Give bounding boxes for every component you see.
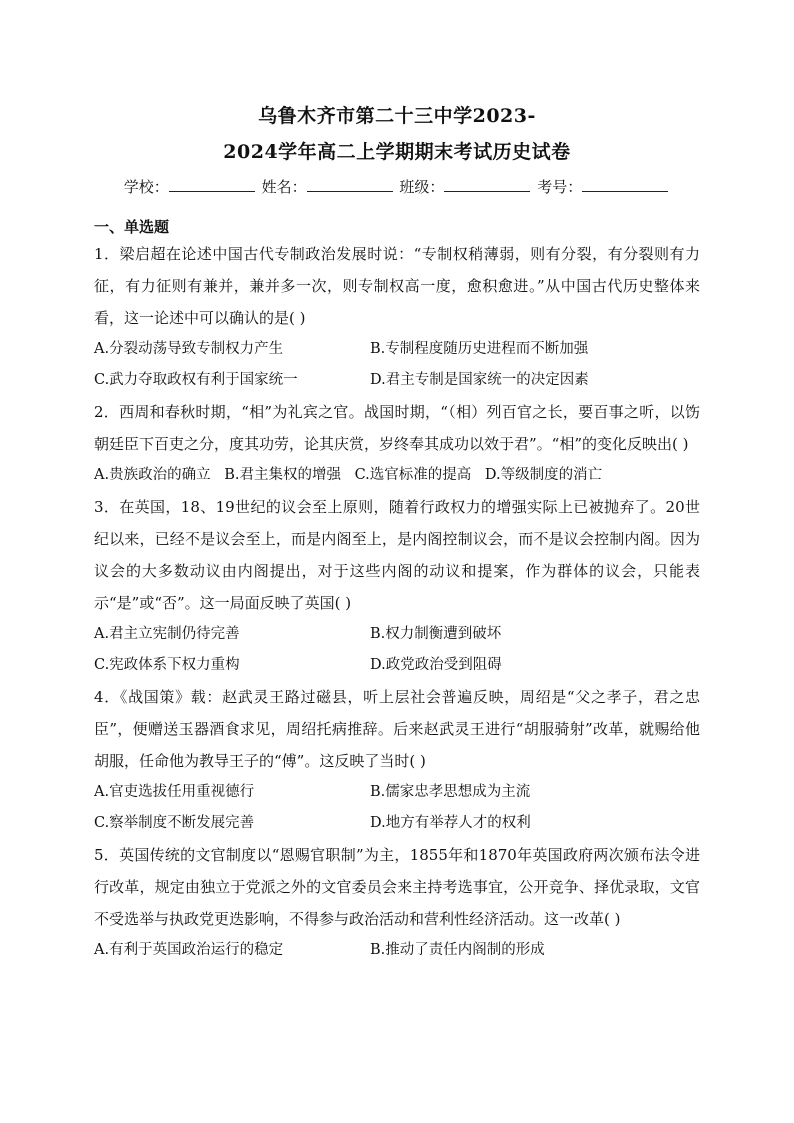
question-3-options (94, 619, 700, 681)
question-2-option-b: B.君主集权的增强 (224, 467, 341, 483)
question-5-options (94, 935, 700, 966)
class-label: 班级： (399, 178, 445, 196)
question-3-stem: 3．在英国，18、19世纪的议会至上原则，随着行政权力的增强实际上已被抛弃了。20世纪以来，已经不是议会至上，而是内阁至上，是内阁控制议会，而不是议会控制内阁。因为议会的大多数动议由内阁提出，对于这些内阁的动议和提案，作为群体的议会，只能表示“是”或“否”。这一局面反映了英国( ) (94, 498, 700, 612)
student-info-line (94, 172, 700, 202)
name-field (262, 172, 395, 202)
name-blank (307, 177, 393, 192)
exam-number-blank (582, 177, 668, 192)
question-4-stem: 4．《战国策》载：赵武灵王路过磁县，听上层社会普遍反映，周绍是“父之孝子，君之忠臣”，便赠送玉器酒食求见，周绍托病推辞。后来赵武灵王进行“胡服骑射”改革，就赐给他胡服，任命他为教导王子的“傅”。这反映了当时( ) (94, 688, 700, 770)
question-5 (94, 839, 700, 966)
school-label: 学校： (123, 178, 169, 196)
school-blank (169, 177, 255, 192)
question-3-option-b: B.权力制衡遭到破坏 (370, 626, 502, 642)
class-blank (444, 177, 530, 192)
exam-number-label: 考号： (537, 178, 583, 196)
question-3-option-c: C.宪政体系下权力重构 (94, 657, 240, 673)
name-label: 姓名： (261, 178, 307, 196)
class-field (399, 172, 532, 202)
question-1-options (94, 334, 700, 396)
question-1-stem: 1．梁启超在论述中国古代专制政治发展时说：“专制权稍薄弱，则有分裂，有分裂则有力征，有力征则有兼并，兼并多一次，则专制权高一度，愈积愈进。”从中国古代历史整体来看，这一论述中可以确认的是( ) (94, 245, 700, 327)
question-1 (94, 238, 700, 396)
question-5-option-a: A.有利于英国政治运行的稳定 (94, 942, 284, 958)
question-2-option-a: A.贵族政治的确立 (94, 467, 211, 483)
question-4-option-c: C.察举制度不断发展完善 (94, 815, 255, 831)
question-2-options (94, 460, 700, 491)
question-5-stem: 5．英国传统的文官制度以“恩赐官职制”为主，1855年和1870年英国政府两次颁布法令进行改革，规定由独立于党派之外的文官委员会来主持考选事宜，公开竞争、择优录取，文官不受选举与执政党更迭影响，不得参与政治活动和营利性经济活动。这一改革( ) (94, 846, 700, 928)
school-field (124, 172, 257, 202)
question-2 (94, 396, 700, 491)
question-3 (94, 491, 700, 681)
question-1-option-a: A.分裂动荡导致专制权力产生 (94, 341, 284, 357)
exam-title-line-2: 2024学年高二上学期期末考试历史试卷 (223, 141, 571, 163)
question-2-option-d: D.等级制度的消亡 (484, 467, 603, 483)
exam-number-field (537, 172, 670, 202)
section-heading: 一、单选题 (94, 218, 170, 236)
question-4-option-d: D.地方有举荐人才的权利 (370, 815, 531, 831)
question-5-option-b: B.推动了责任内阁制的形成 (370, 942, 545, 958)
question-4 (94, 681, 700, 839)
question-4-option-a: A.官吏选拔任用重视德行 (94, 784, 255, 800)
question-2-option-c: C.选官标准的提高 (354, 467, 472, 483)
question-3-option-a: A.君主立宪制仍待完善 (94, 626, 240, 642)
question-3-option-d: D.政党政治受到阻碍 (370, 657, 502, 673)
question-1-option-d: D.君主专制是国家统一的决定因素 (370, 372, 589, 388)
exam-title (94, 98, 700, 170)
question-1-option-c: C.武力夺取政权有利于国家统一 (94, 372, 298, 388)
question-4-options (94, 777, 700, 839)
question-2-stem: 2．西周和春秋时期，“相”为礼宾之官。战国时期，“（相）列百官之长，要百事之听，以饬朝廷臣下百吏之分，度其功劳，论其庆赏，岁终奉其成功以效于君”。“相”的变化反映出( ) (94, 403, 700, 453)
question-1-option-b: B.专制程度随历史进程而不断加强 (370, 341, 589, 357)
question-4-option-b: B.儒家忠孝思想成为主流 (370, 784, 531, 800)
exam-title-line-1: 乌鲁木齐市第二十三中学2023- (258, 105, 536, 127)
